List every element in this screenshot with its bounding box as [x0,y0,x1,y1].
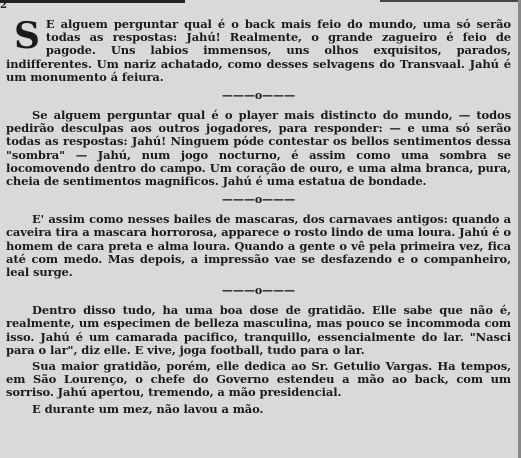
paragraph-4: Dentro disso tudo, ha uma boa dose de gratidão. Elle sabe que não é, realmente, um especimen de belleza masculina, mas pouco se incommoda com isso. Jahú é um camarada pacifico, tranquillo, essencialmente do lar. "Nasci para o lar", diz elle. E vive, joga football, tudo para o lar. [6,303,511,357]
corner-mark: 2 [0,0,7,11]
paragraph-1 [6,15,511,84]
top-rule-right [380,0,521,2]
paragraph-1-text: E alguem perguntar qual é o back mais feio do mundo, uma só serão todas as respostas: Jahú! Realmente, o grande zagueiro é feio de pagode. Uns labios immensos, uns olhos exquisitos, parados, indifferentes. Um nariz achatado, como desses selvagens do Transvaal. Jahú é um monumento á feiura. [6,17,511,84]
paragraph-5: Sua maior gratidão, porém, elle dedica ao Sr. Getulio Vargas. Ha tempos, em São Lourenço, o chefe do Governo estendeu a mão ao back, com um sorriso. Jahú apertou, tremendo, a mão presidencial. [6,359,511,400]
paragraph-2: Se alguem perguntar qual é o player mais distincto do mundo, — todos pedirão desculpas aos outros jogadores, para responder: — e uma só serão todas as respostas: Jahú! Ninguem póde contestar os bellos sentimentos dessa "sombra" — Jahú, num jogo nocturno, é assim como uma sombra se locomovendo dentro do campo. Um coração de ouro, e uma alma branca, pura, cheia de sentimentos magnificos. Jahú é uma estatua de bondade. [6,108,511,189]
top-rule [0,0,185,3]
section-separator-2: ———o——— [221,193,296,207]
drop-cap: S [14,15,40,57]
article-column [6,15,511,416]
section-separator-1: ———o——— [221,89,296,103]
paragraph-6: E durante um mez, não lavou a mão. [32,401,264,416]
paragraph-3: E' assim como nesses bailes de mascaras, dos carnavaes antigos: quando a caveira tira a mascara horrorosa, apparece o rosto lindo de uma loura. Jahú é o homem de cara preta e alma loura. Quando a gente o vê pela primeira vez, fica até com medo. Mas depois, a impressão vae se desfazendo e o companheiro, leal surge. [6,212,511,280]
section-separator-3: ———o——— [221,284,296,298]
